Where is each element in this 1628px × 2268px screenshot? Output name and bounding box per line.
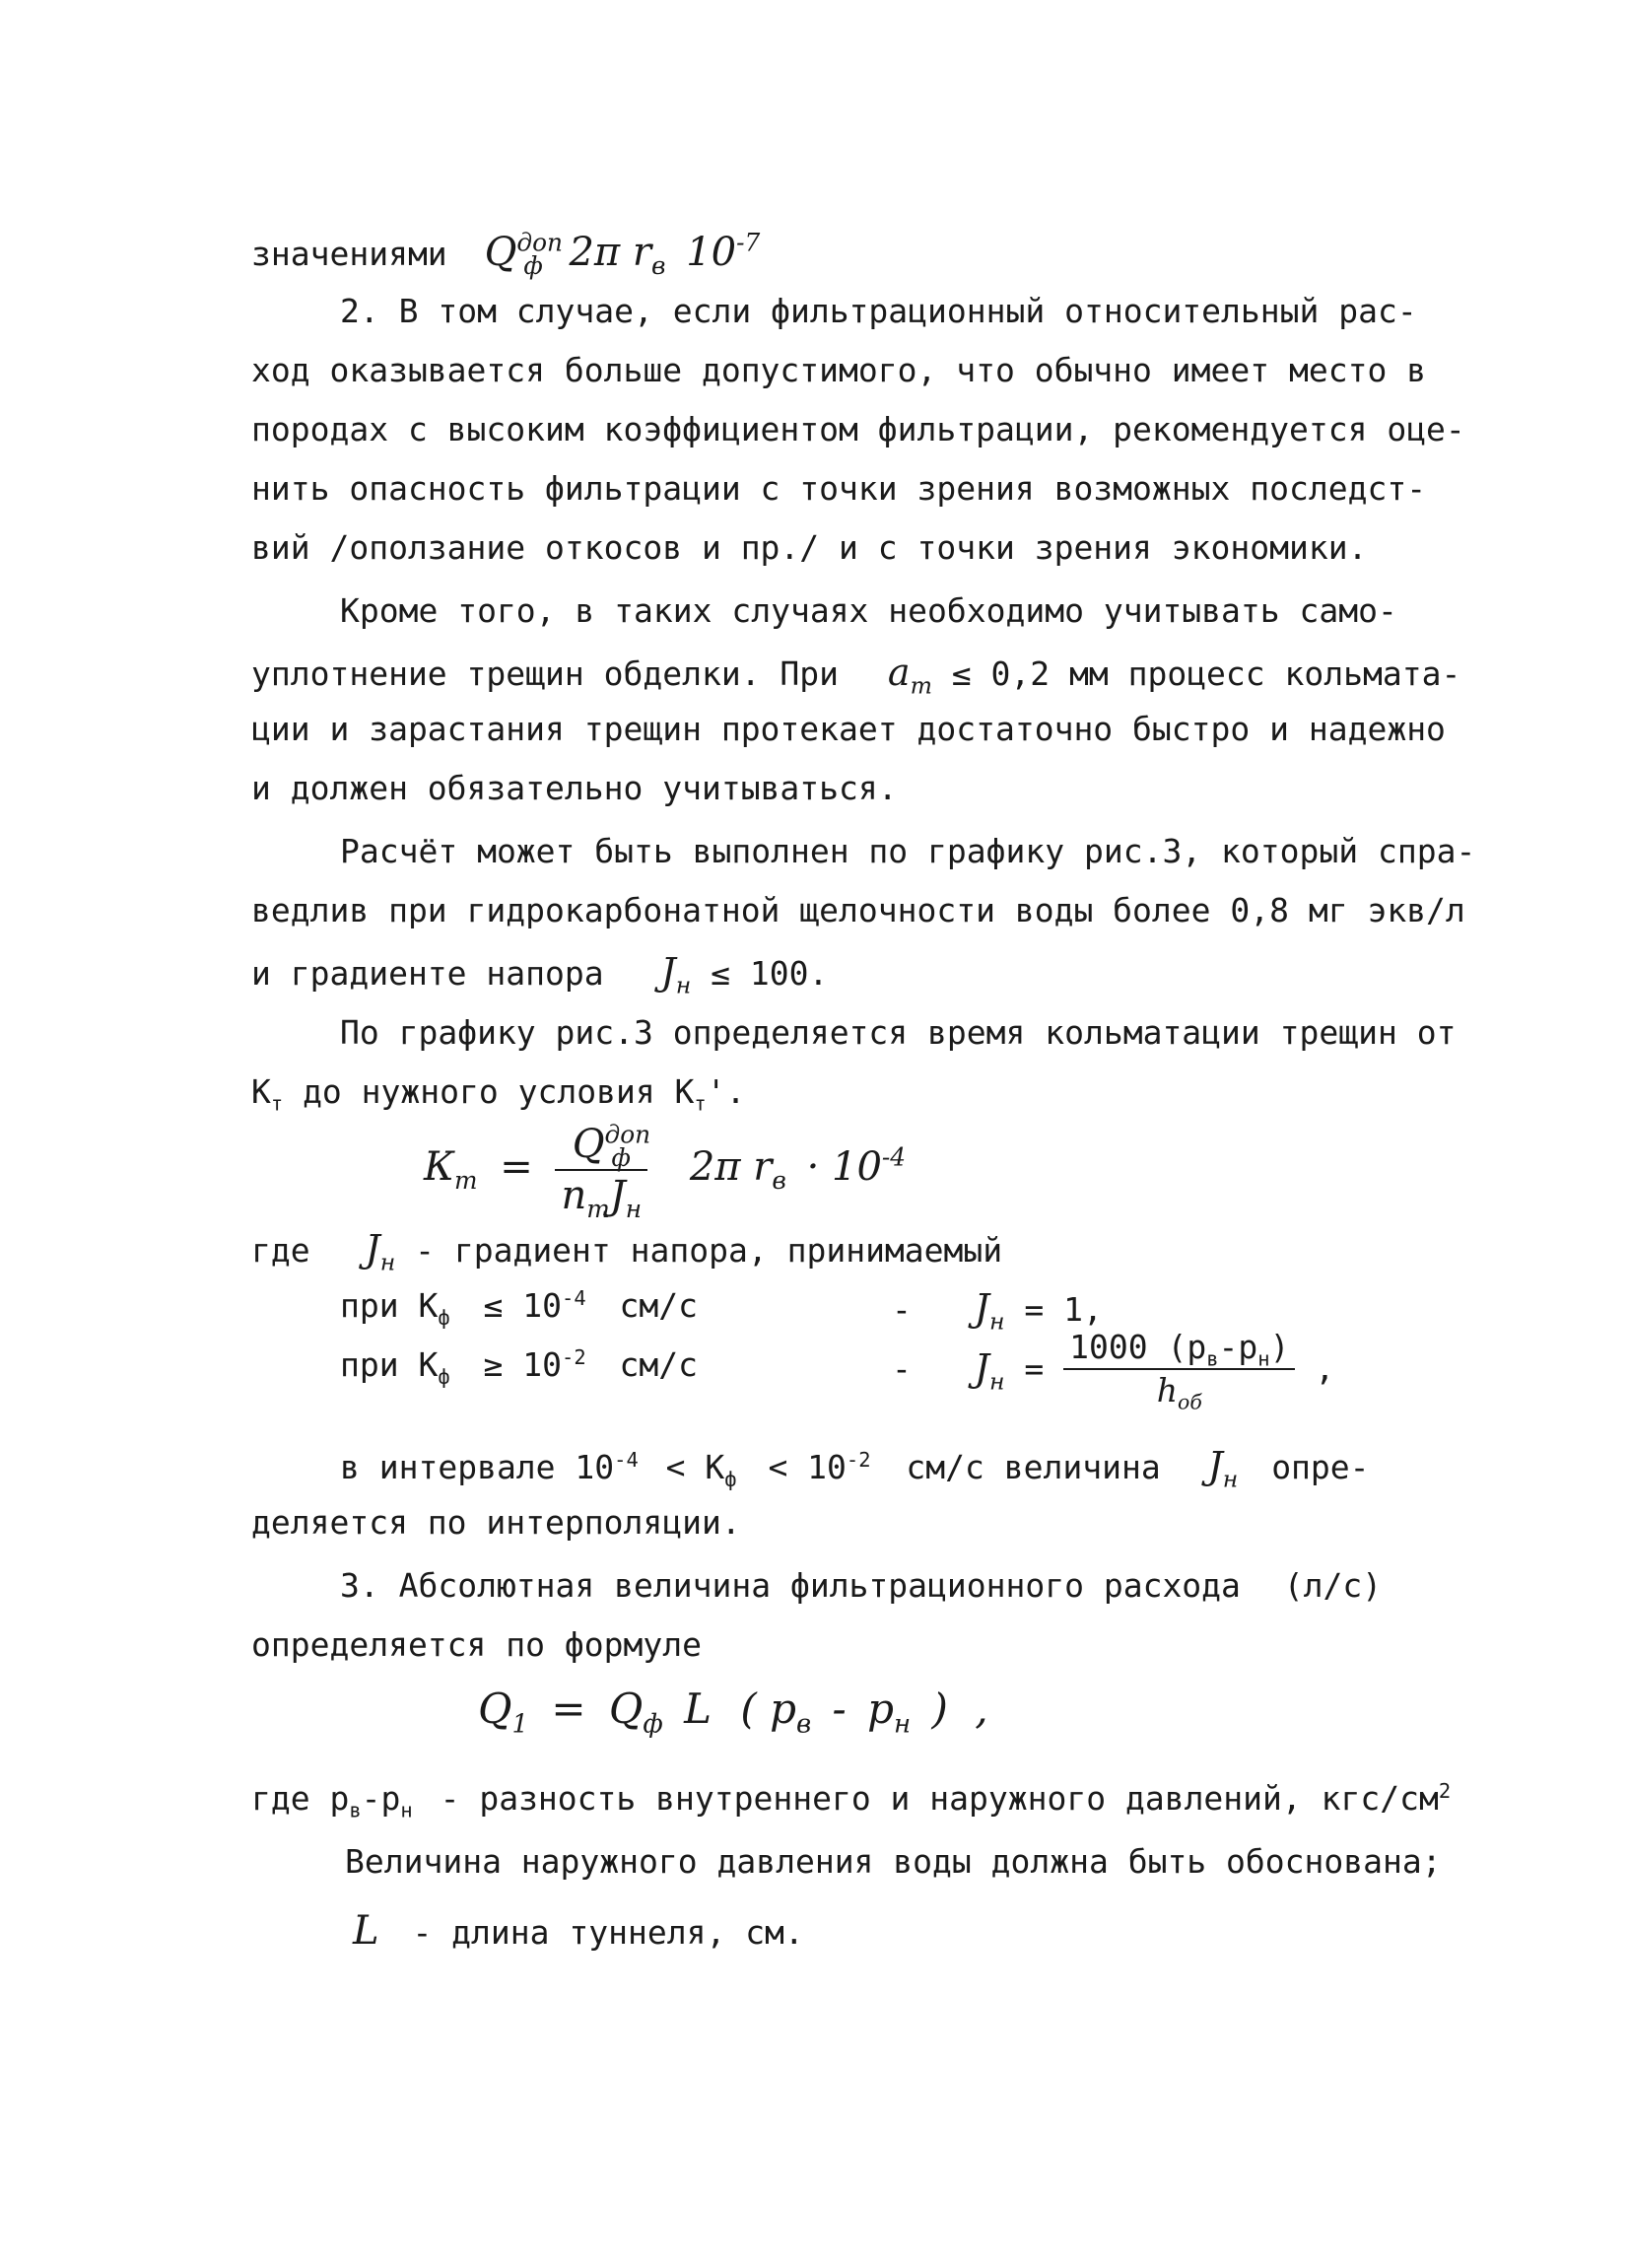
text-line: $К_т$ до нужного условия $К_т'$. bbox=[251, 1072, 746, 1116]
text-line: Величина наружного давления воды должна быть обоснована; bbox=[345, 1842, 1442, 1881]
text-line: - $J_н$ = $\frac{1000 (р_в-р_н)}{h_{об}}$ , bbox=[892, 1328, 1335, 1414]
text-line: и должен обязательно учитываться. bbox=[251, 769, 898, 807]
text-line: ции и зарастания трещин протекает достаточно быстро и надежно bbox=[251, 710, 1446, 748]
text-line: где $р_в-р_н$ - разность внутреннего и наружного давлений, кгс/$см^2$ bbox=[251, 1779, 1452, 1822]
text-line: 3. Абсолютная величина фильтрационного расхода (л/с) bbox=[340, 1566, 1383, 1605]
gradient-fraction: $\frac{1000 (р_в-р_н)}{h_{об}}$ bbox=[1063, 1329, 1295, 1409]
text-line: L - длина туннеля, см. bbox=[353, 1908, 804, 1954]
text-line bbox=[251, 950, 829, 999]
text-line: ход оказывается больше допустимого, что обычно имеет место в bbox=[251, 351, 1427, 389]
text-line: породах с высоким коэффициентом фильтрации, рекомендуется оце- bbox=[251, 410, 1465, 448]
text-line: - $J_н = 1$, bbox=[892, 1286, 1103, 1336]
text-line: ведлив при гидрокарбонатной щелочности воды более 0,8 мг экв/л bbox=[251, 891, 1465, 929]
text: ≤ 0,2 мм процесс кольмата- bbox=[951, 654, 1461, 693]
text: ≤ 100. bbox=[711, 954, 829, 993]
formula-kt: $К_т$ = $\frac{Q^{доп}_ф}{n_тJ_н}$ 2π $r_в \cdot 10^{-4}$ bbox=[424, 1120, 907, 1223]
text-line: вий /оползание откосов и пр./ и с точки зрения экономики. bbox=[251, 528, 1368, 567]
formula-gradient: $J_н$ bbox=[660, 950, 692, 999]
text-line: при $К_ф \le 10^{-4}$ см/с bbox=[340, 1286, 698, 1330]
text-line bbox=[251, 228, 761, 280]
text-line: определяется по формуле bbox=[251, 1625, 702, 1664]
text: и градиенте напора bbox=[251, 954, 604, 993]
text-line: деляется по интерполяции. bbox=[251, 1503, 741, 1542]
text-line: нить опасность фильтрации с точки зрения возможных последст- bbox=[251, 469, 1427, 508]
text-line: при $К_ф \ge 10^{-2}$ см/с bbox=[340, 1345, 698, 1389]
formula-q1: $Q_1 = Q_ф$ L ( $р_в - р_н$ ) , bbox=[478, 1684, 988, 1740]
text-line: 2. В том случае, если фильтрационный относительный рас- bbox=[340, 292, 1417, 330]
text-line: По графику рис.3 определяется время кольматации трещин от bbox=[340, 1013, 1457, 1052]
text-line bbox=[251, 651, 1461, 700]
formula-q-allowed: $Q^{доп}_ф$ 2π $r_в$ $10^{-7}$ bbox=[484, 228, 761, 280]
text-line: где $J_н$ - градиент напора, принимаемый bbox=[251, 1227, 1003, 1276]
text-line: Расчёт может быть выполнен по графику рис.3, который спра- bbox=[340, 832, 1476, 870]
formula-crack-width: $а_т$ bbox=[887, 651, 932, 700]
text-line: в интервале $10^{-4} < К_ф < 10^{-2}$ см/с величина $J_н$ опре- bbox=[340, 1444, 1370, 1493]
text-line: Кроме того, в таких случаях необходимо учитывать само- bbox=[340, 591, 1397, 630]
text: уплотнение трещин обделки. При bbox=[251, 654, 840, 693]
kt-fraction: $\frac{Q^{доп}_ф}{n_тJ_н}$ bbox=[555, 1122, 647, 1218]
text: значениями bbox=[251, 235, 447, 273]
